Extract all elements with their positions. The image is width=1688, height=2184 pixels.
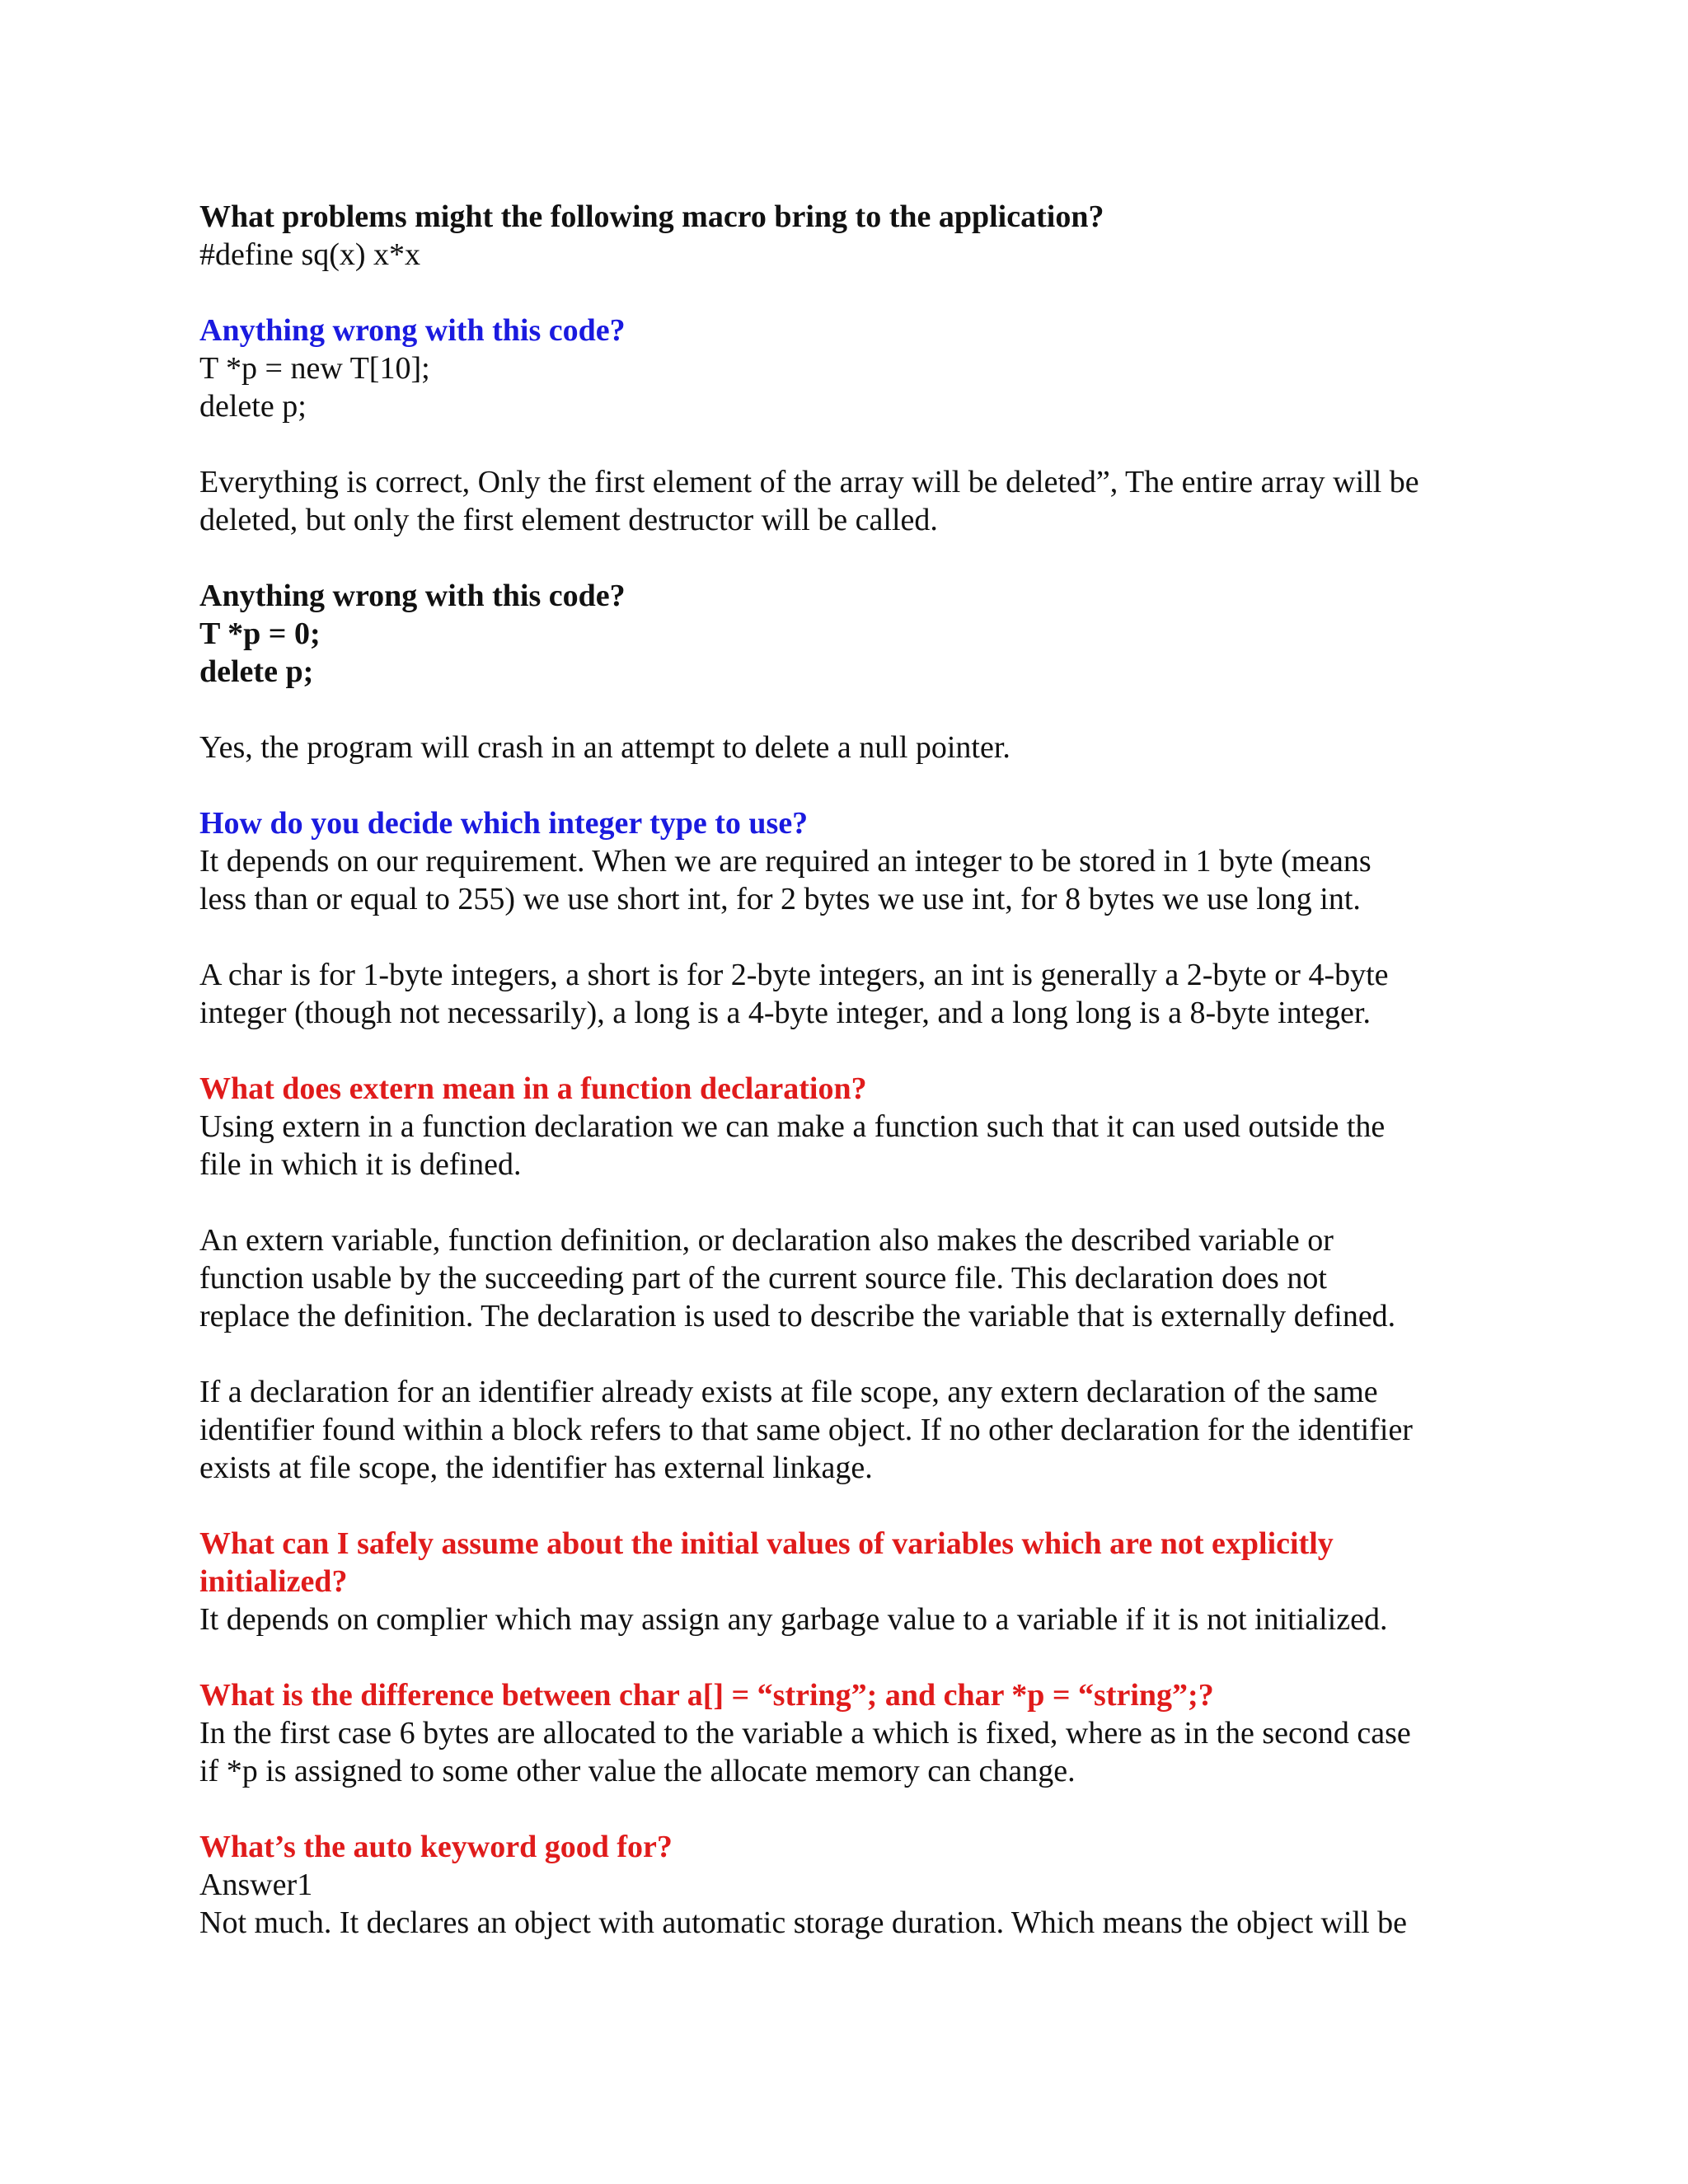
qa-block-char-array <box>199 1676 1518 1790</box>
answer-paragraph <box>199 956 1518 1032</box>
question-heading: What can I safely assume about the initial values of variables which are not explicitly <box>199 1526 1334 1561</box>
paragraph-gap <box>199 1335 1518 1373</box>
paragraph-gap <box>199 691 1518 729</box>
answer-line: less than or equal to 255) we use short int, for 2 bytes we use int, for 8 bytes we use long int. <box>199 882 1361 916</box>
answer-line: if *p is assigned to some other value the allocate memory can change. <box>199 1754 1076 1788</box>
answer-line: function usable by the succeeding part of the current source file. This declaration does not <box>199 1261 1327 1296</box>
answer-paragraph <box>199 463 1518 539</box>
paragraph-gap <box>199 1032 1518 1070</box>
document-content <box>199 198 1518 1942</box>
answer-line: It depends on our requirement. When we are required an integer to be stored in 1 byte (means <box>199 844 1372 879</box>
qa-block-extern <box>199 1070 1518 1183</box>
question-heading: Anything wrong with this code? <box>199 579 626 613</box>
answer-line: Using extern in a function declaration we can make a function such that it can used outside the <box>199 1109 1386 1144</box>
question-heading: What does extern mean in a function declaration? <box>199 1071 867 1106</box>
qa-block-initial-values <box>199 1525 1518 1638</box>
answer-line: identifier found within a block refers to that same object. If no other declaration for the identifier <box>199 1413 1413 1447</box>
answer-line: An extern variable, function definition, or declaration also makes the described variable or <box>199 1223 1334 1258</box>
qa-block-delete-null <box>199 577 1518 691</box>
paragraph-gap <box>199 1638 1518 1676</box>
paragraph-gap <box>199 766 1518 804</box>
answer-line: integer (though not necessarily), a long is a 4-byte integer, and a long long is a 8-byte integer. <box>199 996 1371 1030</box>
answer-line: replace the definition. The declaration is used to describe the variable that is externally defined. <box>199 1299 1396 1333</box>
qa-block-macro <box>199 198 1518 274</box>
code-line: delete p; <box>199 389 307 424</box>
paragraph-gap <box>199 1790 1518 1828</box>
answer-paragraph <box>199 1373 1518 1487</box>
answer-line: If a declaration for an identifier already exists at file scope, any extern declaration of the same <box>199 1375 1378 1409</box>
question-heading: What problems might the following macro bring to the application? <box>199 199 1104 234</box>
answer-line: Not much. It declares an object with automatic storage duration. Which means the object will be <box>199 1905 1408 1940</box>
answer-line: Yes, the program will crash in an attempt to delete a null pointer. <box>199 730 1010 765</box>
code-line: T *p = new T[10]; <box>199 351 430 386</box>
answer-line: exists at file scope, the identifier has external linkage. <box>199 1451 873 1485</box>
qa-block-delete-array <box>199 312 1518 425</box>
paragraph-gap <box>199 1183 1518 1221</box>
answer-line: In the first case 6 bytes are allocated to the variable a which is fixed, where as in the second case <box>199 1716 1411 1750</box>
code-line: T *p = 0; <box>199 616 321 651</box>
question-heading: initialized? <box>199 1564 348 1599</box>
question-heading: How do you decide which integer type to use? <box>199 806 809 841</box>
answer-line: file in which it is defined. <box>199 1147 522 1182</box>
paragraph-gap <box>199 274 1518 312</box>
question-heading: What’s the auto keyword good for? <box>199 1830 673 1864</box>
answer-line: It depends on complier which may assign any garbage value to a variable if it is not initialized. <box>199 1602 1388 1637</box>
paragraph-gap <box>199 918 1518 956</box>
code-line: #define sq(x) x*x <box>199 237 421 272</box>
paragraph-gap <box>199 425 1518 463</box>
paragraph-gap <box>199 539 1518 577</box>
qa-block-auto-keyword <box>199 1828 1518 1942</box>
answer-line: A char is for 1-byte integers, a short is for 2-byte integers, an int is generally a 2-byte or 4-byte <box>199 958 1389 992</box>
question-heading: Anything wrong with this code? <box>199 313 626 348</box>
answer-label: Answer1 <box>199 1868 313 1902</box>
answer-line: Everything is correct, Only the first element of the array will be deleted”, The entire array will be <box>199 465 1419 499</box>
question-heading: What is the difference between char a[] = “string”; and char *p = “string”;? <box>199 1678 1214 1713</box>
code-line: delete p; <box>199 654 314 689</box>
paragraph-gap <box>199 1487 1518 1525</box>
answer-paragraph <box>199 1221 1518 1335</box>
answer-paragraph <box>199 729 1518 766</box>
qa-block-integer-type <box>199 804 1518 918</box>
answer-line: deleted, but only the first element destructor will be called. <box>199 503 938 537</box>
